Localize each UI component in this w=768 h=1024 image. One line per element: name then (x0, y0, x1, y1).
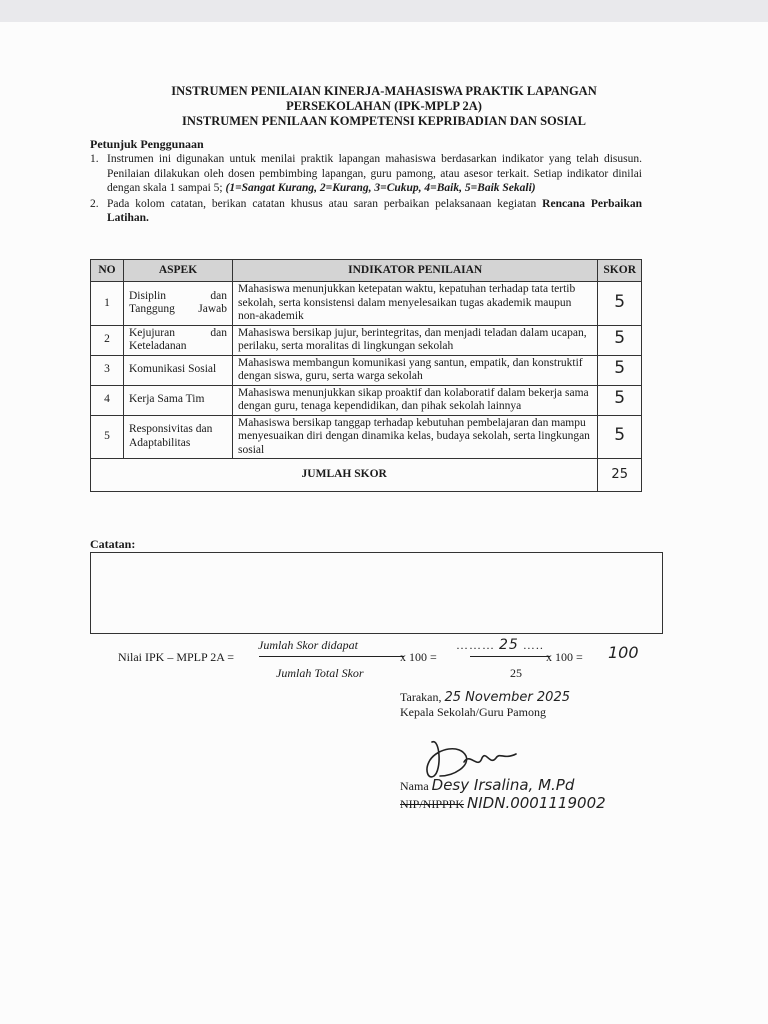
title-line-3: INSTRUMEN PENILAAN KOMPETENSI KEPRIBADIAN DAN SOSIAL (182, 114, 586, 128)
row-aspek (124, 282, 233, 326)
formula-den-value: 25 (510, 666, 522, 680)
aspek-text: Disiplin dan Tanggung Jawab (129, 289, 227, 316)
role-row: Kepala Sekolah/Guru Pamong (400, 705, 546, 719)
nama-label: Nama (400, 779, 429, 793)
total-row (91, 459, 642, 492)
handwritten-date: 25 November 2025 (444, 690, 570, 705)
aspek-text: Kejujuran dan Keteladanan (129, 326, 227, 352)
handwritten-total: 25 (611, 466, 628, 482)
formula-numerator: Jumlah Skor didapat (258, 638, 358, 652)
scan-top-band (0, 0, 768, 22)
instruction-number: 1. (90, 153, 99, 165)
handwritten-score: 5 (614, 425, 626, 445)
header-indikator: INDIKATOR PENILAIAN (233, 260, 598, 282)
row-indikator: Mahasiswa bersikap jujur, berintegritas, dan menjadi teladan dalam ucapan, perilaku, serta moralitas di lingkungan sekolah (233, 325, 598, 355)
instruction-1-text: Instrumen ini digunakan untuk menilai praktik lapangan mahasiswa berdasarkan indikator yang telah disusun. Penilaian dilakukan oleh dosen pembimbing lapangan, guru pamong, atau asesor terkait. Setiap indikator dinilai dengan skala 1 sampai 5; (107, 153, 642, 194)
row-skor[interactable] (598, 282, 642, 326)
scale-legend: (1=Sangat Kurang, 2=Kurang, 3=Cukup, 4=Baik, 5=Baik Sekali) (225, 182, 536, 194)
header-skor: SKOR (598, 260, 642, 282)
score-formula (118, 637, 678, 684)
instruction-text (107, 197, 642, 226)
row-aspek (124, 385, 233, 415)
instruction-item-1 (90, 152, 642, 196)
formula-times-1: x 100 = (400, 650, 437, 664)
total-skor[interactable] (598, 459, 642, 492)
row-indikator: Mahasiswa menunjukkan sikap proaktif dan kolaboratif dalam bekerja sama dengan guru, tenaga kependidikan, dan pihak sekolah lainnya (233, 385, 598, 415)
aspek-text: Responsivitas dan Adaptabilitas (129, 423, 213, 449)
petunjuk-heading: Petunjuk Penggunaan (90, 137, 204, 151)
document-title (90, 84, 678, 129)
row-indikator: Mahasiswa menunjukkan ketepatan waktu, kepatuhan terhadap tata tertib sekolah, serta konsistensi dalam menyelesaikan tugas akademik maupun non-akademik (233, 282, 598, 326)
row-number: 3 (91, 355, 124, 385)
table-row (91, 325, 642, 355)
row-number: 4 (91, 385, 124, 415)
title-line-2: PERSEKOLAHAN (IPK-MPLP 2A) (286, 99, 482, 113)
formula-score-blank (456, 637, 544, 653)
nip-label: NIP/NIPPPK (400, 797, 465, 811)
handwritten-nidn: NIDN.0001119002 (467, 794, 606, 812)
catatan-heading: Catatan: (90, 537, 136, 551)
table-header-row (91, 260, 642, 282)
row-number: 1 (91, 282, 124, 326)
handwritten-score: 5 (614, 291, 626, 312)
handwritten-score: 5 (614, 358, 626, 379)
table-row (91, 355, 642, 385)
row-number: 2 (91, 325, 124, 355)
handwritten-name: Desy Irsalina, M.Pd (431, 776, 575, 794)
row-indikator: Mahasiswa membangun komunikasi yang santun, empatik, dan konstruktif dengan siswa, guru, serta warga sekolah (233, 355, 598, 385)
instruction-list (90, 152, 642, 227)
fraction-bar (259, 656, 404, 657)
row-indikator: Mahasiswa bersikap tanggap terhadap kebutuhan pembelajaran dan mampu menyesuaikan diri dengan dinamika kelas, budaya sekolah, serta lingkungan sosial (233, 415, 598, 459)
row-skor[interactable] (598, 415, 642, 459)
row-number: 5 (91, 415, 124, 459)
row-skor[interactable] (598, 385, 642, 415)
handwritten-formula-score: 25 (499, 637, 519, 653)
aspek-text: Kerja Sama Tim (129, 393, 205, 406)
header-no: NO (91, 260, 124, 282)
table-row (91, 282, 642, 326)
row-skor[interactable] (598, 355, 642, 385)
title-line-1: INSTRUMEN PENILAIAN KINERJA-MAHASISWA PRAKTIK LAPANGAN (171, 84, 597, 98)
nama-row (400, 778, 574, 794)
total-label: JUMLAH SKOR (91, 459, 598, 492)
table-row (91, 385, 642, 415)
handwritten-score: 5 (614, 328, 626, 349)
instruction-number: 2. (90, 197, 99, 210)
nip-row (400, 796, 606, 812)
signature-block (400, 690, 670, 812)
dots-right: ….. (522, 638, 544, 652)
formula-label: Nilai IPK – MPLP 2A = (118, 650, 235, 664)
row-aspek (124, 355, 233, 385)
formula-denominator: Jumlah Total Skor (276, 666, 364, 680)
aspek-text: Komunikasi Sosial (129, 363, 217, 376)
handwritten-result: 100 (608, 643, 639, 662)
formula-times-2: x 100 = (546, 650, 583, 664)
assessment-table (90, 259, 642, 492)
instruction-text (107, 152, 642, 196)
instruction-2-bold: Rencana Perbaikan Latihan. (107, 197, 642, 224)
dots-left: ……… (456, 638, 495, 652)
row-aspek (124, 415, 233, 459)
place-date-row (400, 690, 670, 705)
instruction-item-2 (90, 197, 642, 226)
fraction-bar-2 (470, 656, 550, 657)
instruction-2-text: Pada kolom catatan, berikan catatan khusus atau saran perbaikan pelaksanaan kegiatan (107, 197, 537, 210)
row-aspek (124, 325, 233, 355)
catatan-box[interactable] (90, 552, 663, 634)
place-label: Tarakan, (400, 690, 442, 704)
row-skor[interactable] (598, 325, 642, 355)
header-aspek: ASPEK (124, 260, 233, 282)
handwritten-score: 5 (614, 388, 626, 409)
table-row (91, 415, 642, 459)
